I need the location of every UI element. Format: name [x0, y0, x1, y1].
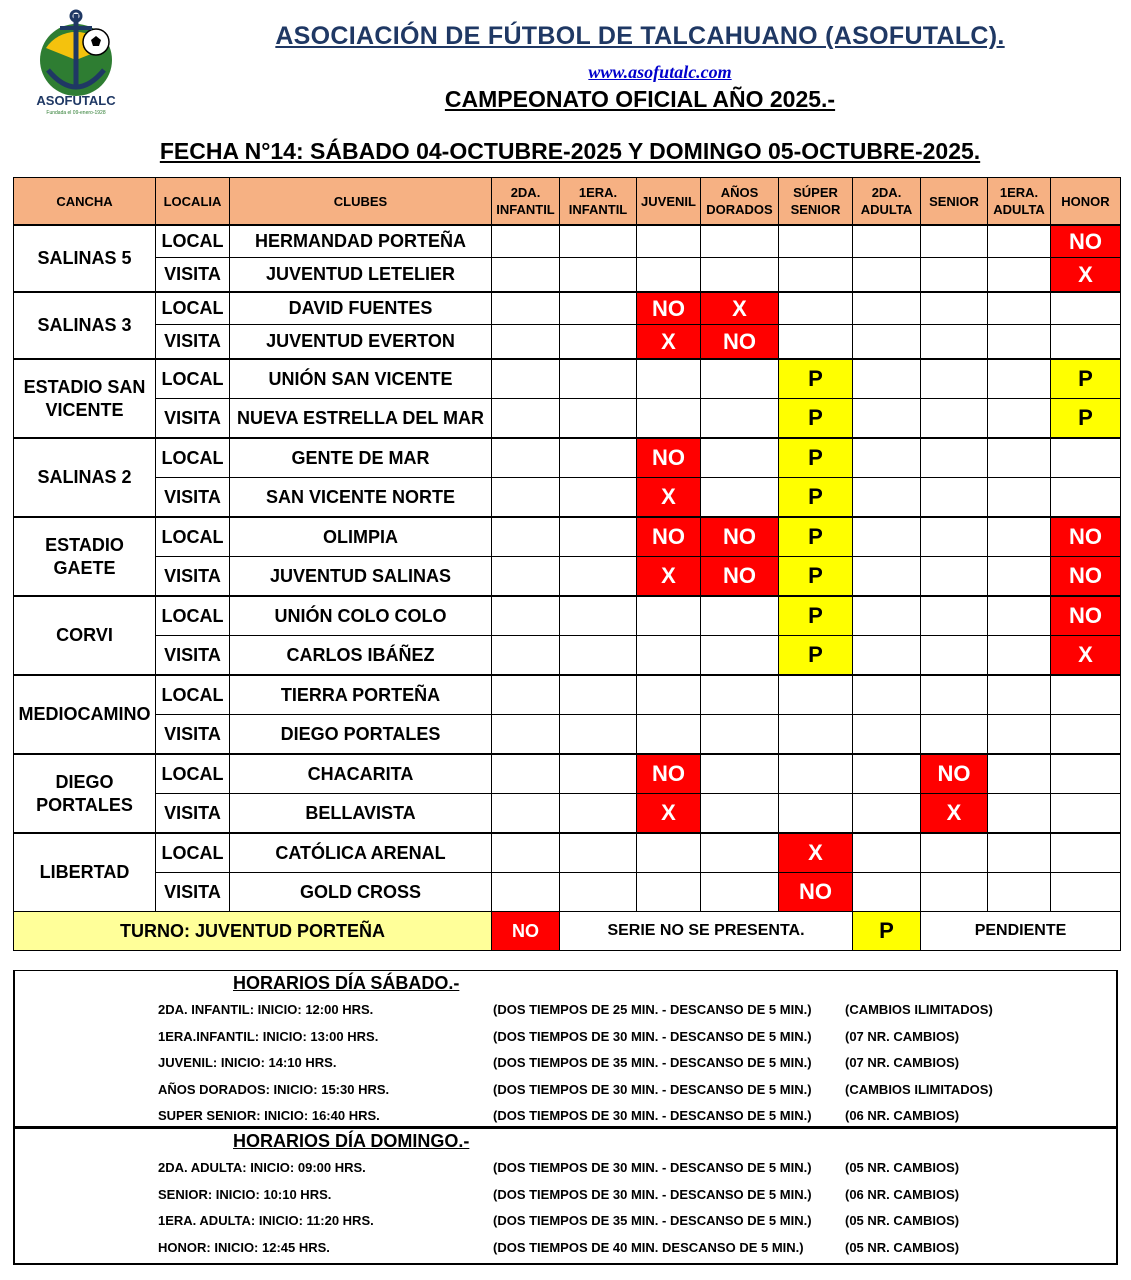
result-cell-2da-infantil: [492, 478, 560, 518]
table-row: [14, 636, 1121, 676]
col-juvenil: JUVENIL: [637, 178, 701, 226]
schedule-serie: 2DA. ADULTA: INICIO: 09:00 HRS.: [158, 1160, 366, 1175]
result-cell-1era-adulta: [988, 258, 1051, 293]
col-anos-dorados: AÑOS DORADOS: [701, 178, 779, 226]
legend-p-symbol: P: [853, 912, 921, 951]
result-cell-super-senior: [779, 325, 853, 360]
schedule-tiempos: (DOS TIEMPOS DE 30 MIN. - DESCANSO DE 5 MIN.): [493, 1081, 812, 1097]
result-cell-1era-infantil: [560, 754, 637, 794]
result-cell-2da-adulta: [853, 675, 921, 715]
result-cell-1era-adulta: [988, 636, 1051, 676]
result-cell-senior: [921, 225, 988, 258]
legend-p-text: PENDIENTE: [921, 912, 1121, 951]
result-cell-super-senior: [779, 715, 853, 755]
result-cell-anos-dorados: [701, 478, 779, 518]
result-cell-super-senior: [779, 675, 853, 715]
result-cell-super-senior: P: [779, 517, 853, 557]
result-cell-senior: [921, 715, 988, 755]
club-name: BELLAVISTA: [230, 794, 492, 834]
result-cell-1era-infantil: [560, 596, 637, 636]
club-name: NUEVA ESTRELLA DEL MAR: [230, 399, 492, 439]
result-cell-1era-infantil: [560, 833, 637, 873]
schedule-tiempos: (DOS TIEMPOS DE 30 MIN. - DESCANSO DE 5 MIN.): [493, 1186, 812, 1202]
schedule-tiempos: (DOS TIEMPOS DE 30 MIN. - DESCANSO DE 5 MIN.): [493, 1028, 812, 1044]
col-super-senior: SÚPER SENIOR: [779, 178, 853, 226]
website-link[interactable]: www.asofutalc.com: [588, 62, 732, 82]
table-row: [14, 754, 1121, 794]
club-name: HERMANDAD PORTEÑA: [230, 225, 492, 258]
result-cell-1era-adulta: [988, 292, 1051, 325]
result-cell-anos-dorados: [701, 359, 779, 399]
table-row: [14, 794, 1121, 834]
col-1era-adulta: 1ERA. ADULTA: [988, 178, 1051, 226]
result-cell-1era-infantil: [560, 359, 637, 399]
result-cell-2da-infantil: [492, 399, 560, 439]
table-row: [14, 399, 1121, 439]
result-cell-juvenil: NO: [637, 292, 701, 325]
result-cell-super-senior: P: [779, 557, 853, 597]
schedule-cambios: (07 NR. CAMBIOS): [845, 1055, 960, 1070]
localia-label: LOCAL: [156, 675, 230, 715]
cancha-name: ESTADIO SAN VICENTE: [14, 359, 156, 438]
result-cell-2da-infantil: [492, 225, 560, 258]
result-cell-2da-adulta: [853, 258, 921, 293]
result-cell-2da-infantil: [492, 438, 560, 478]
localia-label: VISITA: [156, 794, 230, 834]
club-name: CARLOS IBÁÑEZ: [230, 636, 492, 676]
table-row: [14, 325, 1121, 360]
result-cell-senior: [921, 292, 988, 325]
result-cell-2da-adulta: [853, 359, 921, 399]
localia-label: VISITA: [156, 399, 230, 439]
result-cell-2da-adulta: [853, 438, 921, 478]
result-cell-2da-adulta: [853, 478, 921, 518]
col-1era-infantil: 1ERA. INFANTIL: [560, 178, 637, 226]
result-cell-juvenil: NO: [637, 438, 701, 478]
schedule-serie: SENIOR: INICIO: 10:10 HRS.: [158, 1186, 332, 1202]
result-cell-1era-infantil: [560, 636, 637, 676]
result-cell-anos-dorados: NO: [701, 557, 779, 597]
result-cell-2da-infantil: [492, 636, 560, 676]
col-clubes: CLUBES: [230, 178, 492, 226]
schedule-cambios: (06 NR. CAMBIOS): [845, 1186, 960, 1202]
localia-label: VISITA: [156, 258, 230, 293]
result-cell-juvenil: [637, 715, 701, 755]
result-cell-honor: [1051, 754, 1121, 794]
result-cell-senior: [921, 399, 988, 439]
result-cell-super-senior: X: [779, 833, 853, 873]
result-cell-2da-infantil: [492, 794, 560, 834]
result-cell-juvenil: X: [637, 794, 701, 834]
club-name: OLIMPIA: [230, 517, 492, 557]
result-cell-honor: [1051, 478, 1121, 518]
result-cell-anos-dorados: [701, 225, 779, 258]
result-cell-juvenil: [637, 225, 701, 258]
cancha-name: SALINAS 2: [14, 438, 156, 517]
schedule-serie: HONOR: INICIO: 12:45 HRS.: [158, 1239, 330, 1255]
result-cell-1era-adulta: [988, 325, 1051, 360]
legend-no-text: SERIE NO SE PRESENTA.: [560, 912, 853, 951]
cancha-name: CORVI: [14, 596, 156, 675]
result-cell-super-senior: [779, 292, 853, 325]
result-cell-1era-infantil: [560, 258, 637, 293]
club-name: SAN VICENTE NORTE: [230, 478, 492, 518]
result-cell-anos-dorados: X: [701, 292, 779, 325]
col-2da-infantil: 2DA. INFANTIL: [492, 178, 560, 226]
legend-no-symbol: NO: [492, 912, 560, 951]
championship-title: CAMPEONATO OFICIAL AÑO 2025.-: [444, 86, 836, 112]
legend-row: [14, 912, 1121, 951]
result-cell-anos-dorados: [701, 438, 779, 478]
schedule-serie: JUVENIL: INICIO: 14:10 HRS.: [158, 1055, 337, 1070]
result-cell-honor: [1051, 833, 1121, 873]
result-cell-1era-adulta: [988, 399, 1051, 439]
schedule-serie: 1ERA.INFANTIL: INICIO: 13:00 HRS.: [158, 1028, 379, 1044]
club-name: GOLD CROSS: [230, 873, 492, 912]
localia-label: LOCAL: [156, 833, 230, 873]
result-cell-juvenil: NO: [637, 517, 701, 557]
result-cell-1era-infantil: [560, 517, 637, 557]
table-row: [14, 675, 1121, 715]
result-cell-anos-dorados: [701, 833, 779, 873]
club-name: UNIÓN COLO COLO: [230, 596, 492, 636]
result-cell-1era-adulta: [988, 225, 1051, 258]
result-cell-juvenil: [637, 636, 701, 676]
result-cell-anos-dorados: [701, 754, 779, 794]
result-cell-juvenil: [637, 596, 701, 636]
localia-label: LOCAL: [156, 596, 230, 636]
result-cell-1era-infantil: [560, 873, 637, 912]
result-cell-1era-infantil: [560, 325, 637, 360]
club-name: JUVENTUD LETELIER: [230, 258, 492, 293]
result-cell-1era-infantil: [560, 438, 637, 478]
saturday-title: HORARIOS DÍA SÁBADO.-: [233, 973, 460, 993]
result-cell-super-senior: [779, 754, 853, 794]
schedule-cambios: (05 NR. CAMBIOS): [845, 1239, 960, 1255]
fixture-body: [14, 225, 1121, 912]
result-cell-anos-dorados: [701, 873, 779, 912]
localia-label: VISITA: [156, 325, 230, 360]
table-header-row: [14, 178, 1121, 226]
result-cell-2da-adulta: [853, 399, 921, 439]
result-cell-2da-infantil: [492, 258, 560, 293]
result-cell-senior: [921, 596, 988, 636]
localia-label: LOCAL: [156, 754, 230, 794]
result-cell-1era-infantil: [560, 399, 637, 439]
result-cell-1era-adulta: [988, 754, 1051, 794]
result-cell-1era-infantil: [560, 292, 637, 325]
result-cell-1era-infantil: [560, 557, 637, 597]
cancha-name: MEDIOCAMINO: [14, 675, 156, 754]
result-cell-1era-infantil: [560, 478, 637, 518]
result-cell-honor: P: [1051, 399, 1121, 439]
result-cell-super-senior: P: [779, 438, 853, 478]
result-cell-honor: X: [1051, 258, 1121, 293]
table-row: [14, 258, 1121, 293]
result-cell-senior: X: [921, 794, 988, 834]
localia-label: VISITA: [156, 557, 230, 597]
result-cell-honor: X: [1051, 636, 1121, 676]
result-cell-juvenil: X: [637, 325, 701, 360]
result-cell-2da-infantil: [492, 292, 560, 325]
result-cell-2da-infantil: [492, 873, 560, 912]
result-cell-juvenil: [637, 873, 701, 912]
schedule-tiempos: (DOS TIEMPOS DE 35 MIN. - DESCANSO DE 5 MIN.): [493, 1213, 812, 1228]
result-cell-2da-adulta: [853, 225, 921, 258]
col-senior: SENIOR: [921, 178, 988, 226]
result-cell-juvenil: [637, 833, 701, 873]
result-cell-anos-dorados: [701, 636, 779, 676]
schedule-cambios: (07 NR. CAMBIOS): [845, 1028, 960, 1044]
localia-label: VISITA: [156, 636, 230, 676]
result-cell-honor: [1051, 794, 1121, 834]
page-title: ASOCIACIÓN DE FÚTBOL DE TALCAHUANO (ASOFUTALC).: [275, 22, 1005, 50]
result-cell-juvenil: [637, 675, 701, 715]
result-cell-2da-infantil: [492, 517, 560, 557]
schedule-serie: 2DA. INFANTIL: INICIO: 12:00 HRS.: [158, 1002, 374, 1017]
result-cell-super-senior: P: [779, 399, 853, 439]
localia-label: VISITA: [156, 873, 230, 912]
table-row: [14, 833, 1121, 873]
result-cell-2da-infantil: [492, 754, 560, 794]
result-cell-anos-dorados: [701, 596, 779, 636]
result-cell-1era-adulta: [988, 833, 1051, 873]
result-cell-honor: [1051, 873, 1121, 912]
result-cell-honor: [1051, 292, 1121, 325]
result-cell-senior: [921, 873, 988, 912]
result-cell-senior: [921, 478, 988, 518]
result-cell-senior: [921, 636, 988, 676]
result-cell-1era-infantil: [560, 794, 637, 834]
result-cell-honor: [1051, 675, 1121, 715]
club-name: DIEGO PORTALES: [230, 715, 492, 755]
table-row: [14, 517, 1121, 557]
asofutalc-logo: [30, 8, 122, 118]
result-cell-2da-infantil: [492, 325, 560, 360]
schedule-serie: AÑOS DORADOS: INICIO: 15:30 HRS.: [158, 1081, 390, 1097]
cancha-name: SALINAS 3: [14, 292, 156, 359]
result-cell-anos-dorados: [701, 258, 779, 293]
result-cell-2da-adulta: [853, 596, 921, 636]
result-cell-1era-adulta: [988, 557, 1051, 597]
result-cell-2da-adulta: [853, 715, 921, 755]
result-cell-senior: [921, 438, 988, 478]
club-name: JUVENTUD SALINAS: [230, 557, 492, 597]
schedule-tiempos: (DOS TIEMPOS DE 35 MIN. - DESCANSO DE 5 MIN.): [493, 1055, 812, 1070]
result-cell-senior: NO: [921, 754, 988, 794]
result-cell-honor: NO: [1051, 596, 1121, 636]
result-cell-2da-infantil: [492, 675, 560, 715]
result-cell-super-senior: P: [779, 478, 853, 518]
result-cell-2da-infantil: [492, 359, 560, 399]
result-cell-super-senior: P: [779, 359, 853, 399]
turno-cell: TURNO: JUVENTUD PORTEÑA: [14, 912, 492, 951]
cancha-name: LIBERTAD: [14, 833, 156, 912]
result-cell-1era-adulta: [988, 596, 1051, 636]
result-cell-senior: [921, 557, 988, 597]
club-name: GENTE DE MAR: [230, 438, 492, 478]
result-cell-2da-infantil: [492, 596, 560, 636]
localia-label: LOCAL: [156, 225, 230, 258]
schedule-serie: 1ERA. ADULTA: INICIO: 11:20 HRS.: [158, 1213, 374, 1228]
result-cell-2da-adulta: [853, 557, 921, 597]
result-cell-senior: [921, 325, 988, 360]
result-cell-juvenil: X: [637, 557, 701, 597]
schedule-cambios: (05 NR. CAMBIOS): [845, 1213, 960, 1228]
result-cell-2da-infantil: [492, 833, 560, 873]
result-cell-juvenil: [637, 258, 701, 293]
table-row: [14, 478, 1121, 518]
result-cell-super-senior: P: [779, 636, 853, 676]
result-cell-1era-adulta: [988, 478, 1051, 518]
result-cell-honor: P: [1051, 359, 1121, 399]
cancha-name: DIEGO PORTALES: [14, 754, 156, 833]
result-cell-2da-adulta: [853, 325, 921, 360]
result-cell-senior: [921, 359, 988, 399]
col-2da-adulta: 2DA. ADULTA: [853, 178, 921, 226]
result-cell-1era-adulta: [988, 675, 1051, 715]
table-row: [14, 715, 1121, 755]
result-cell-senior: [921, 517, 988, 557]
col-cancha: CANCHA: [14, 178, 156, 226]
schedule-cambios: (05 NR. CAMBIOS): [845, 1160, 960, 1175]
table-row: [14, 225, 1121, 258]
result-cell-2da-adulta: [853, 794, 921, 834]
result-cell-honor: [1051, 438, 1121, 478]
localia-label: VISITA: [156, 478, 230, 518]
result-cell-honor: NO: [1051, 225, 1121, 258]
result-cell-1era-infantil: [560, 715, 637, 755]
club-name: CATÓLICA ARENAL: [230, 833, 492, 873]
schedule-cambios: (CAMBIOS ILIMITADOS): [845, 1081, 993, 1097]
schedule-serie: SUPER SENIOR: INICIO: 16:40 HRS.: [158, 1108, 380, 1123]
sunday-title: HORARIOS DÍA DOMINGO.-: [233, 1131, 470, 1151]
result-cell-anos-dorados: [701, 715, 779, 755]
fixture-table: [13, 177, 1121, 951]
result-cell-honor: NO: [1051, 557, 1121, 597]
result-cell-senior: [921, 258, 988, 293]
col-localia: LOCALIA: [156, 178, 230, 226]
table-row: [14, 292, 1121, 325]
club-name: CHACARITA: [230, 754, 492, 794]
result-cell-honor: [1051, 325, 1121, 360]
result-cell-juvenil: [637, 399, 701, 439]
club-name: TIERRA PORTEÑA: [230, 675, 492, 715]
result-cell-anos-dorados: [701, 675, 779, 715]
result-cell-super-senior: [779, 258, 853, 293]
schedule-tiempos: (DOS TIEMPOS DE 30 MIN. - DESCANSO DE 5 MIN.): [493, 1160, 812, 1175]
result-cell-2da-adulta: [853, 754, 921, 794]
result-cell-senior: [921, 675, 988, 715]
club-name: UNIÓN SAN VICENTE: [230, 359, 492, 399]
schedule-tiempos: (DOS TIEMPOS DE 25 MIN. - DESCANSO DE 5 MIN.): [493, 1002, 812, 1017]
table-row: [14, 359, 1121, 399]
schedule-cambios: (06 NR. CAMBIOS): [845, 1108, 960, 1123]
result-cell-1era-adulta: [988, 517, 1051, 557]
result-cell-1era-adulta: [988, 873, 1051, 912]
result-cell-2da-infantil: [492, 557, 560, 597]
schedule-tiempos: (DOS TIEMPOS DE 30 MIN. - DESCANSO DE 5 MIN.): [493, 1108, 812, 1123]
logo-text: ASOFUTALC: [36, 93, 116, 108]
schedule-cambios: (CAMBIOS ILIMITADOS): [845, 1002, 993, 1017]
result-cell-honor: NO: [1051, 517, 1121, 557]
cancha-name: ESTADIO GAETE: [14, 517, 156, 596]
result-cell-2da-adulta: [853, 517, 921, 557]
result-cell-1era-adulta: [988, 438, 1051, 478]
result-cell-anos-dorados: NO: [701, 325, 779, 360]
cancha-name: SALINAS 5: [14, 225, 156, 292]
result-cell-2da-adulta: [853, 292, 921, 325]
logo-subtext: Fundada el 09-enero-1928: [46, 110, 106, 116]
club-name: JUVENTUD EVERTON: [230, 325, 492, 360]
localia-label: VISITA: [156, 715, 230, 755]
result-cell-anos-dorados: NO: [701, 517, 779, 557]
table-row: [14, 873, 1121, 912]
table-row: [14, 438, 1121, 478]
result-cell-juvenil: [637, 359, 701, 399]
result-cell-super-senior: [779, 225, 853, 258]
localia-label: LOCAL: [156, 359, 230, 399]
result-cell-juvenil: X: [637, 478, 701, 518]
result-cell-1era-adulta: [988, 794, 1051, 834]
club-name: DAVID FUENTES: [230, 292, 492, 325]
result-cell-super-senior: [779, 794, 853, 834]
result-cell-senior: [921, 833, 988, 873]
result-cell-anos-dorados: [701, 399, 779, 439]
result-cell-1era-infantil: [560, 675, 637, 715]
result-cell-super-senior: NO: [779, 873, 853, 912]
result-cell-1era-adulta: [988, 715, 1051, 755]
result-cell-2da-infantil: [492, 715, 560, 755]
localia-label: LOCAL: [156, 517, 230, 557]
sunday-schedule: [13, 1127, 1118, 1265]
result-cell-honor: [1051, 715, 1121, 755]
result-cell-2da-adulta: [853, 636, 921, 676]
fecha-title: FECHA N°14: SÁBADO 04-OCTUBRE-2025 Y DOMINGO 05-OCTUBRE-2025.: [159, 138, 981, 164]
schedule-tiempos: (DOS TIEMPOS DE 40 MIN. DESCANSO DE 5 MIN.): [493, 1239, 804, 1255]
result-cell-1era-infantil: [560, 225, 637, 258]
table-row: [14, 596, 1121, 636]
result-cell-juvenil: NO: [637, 754, 701, 794]
result-cell-anos-dorados: [701, 794, 779, 834]
saturday-schedule: [13, 970, 1118, 1128]
localia-label: LOCAL: [156, 292, 230, 325]
localia-label: LOCAL: [156, 438, 230, 478]
col-honor: HONOR: [1051, 178, 1121, 226]
table-row: [14, 557, 1121, 597]
result-cell-1era-adulta: [988, 359, 1051, 399]
result-cell-super-senior: P: [779, 596, 853, 636]
result-cell-2da-adulta: [853, 873, 921, 912]
result-cell-2da-adulta: [853, 833, 921, 873]
